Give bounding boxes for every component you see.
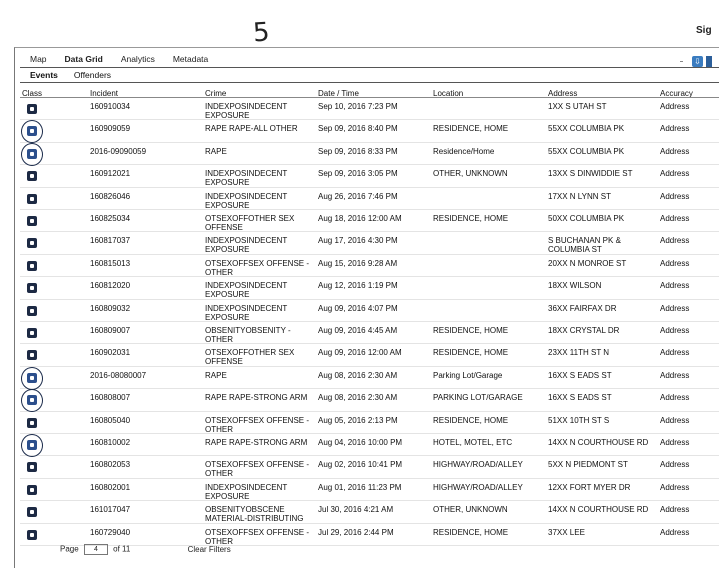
location-cell: OTHER, UNKNOWN — [433, 169, 508, 179]
address-cell: 37XX LEE — [548, 527, 585, 537]
handwritten-circle-mark — [21, 143, 43, 166]
class-icon[interactable] — [27, 238, 37, 248]
class-icon[interactable] — [27, 194, 37, 204]
col-header-location[interactable]: Location — [433, 89, 464, 98]
incident-cell: 160812020 — [90, 281, 131, 291]
main-tabs — [22, 53, 719, 67]
page-input[interactable]: 4 — [84, 544, 108, 555]
address-cell: S BUCHANAN PK & COLUMBIA ST — [548, 236, 621, 255]
table-row[interactable] — [20, 501, 719, 525]
table-row[interactable] — [20, 322, 719, 346]
settings-icon[interactable] — [706, 56, 712, 67]
class-icon[interactable] — [27, 530, 37, 540]
incident-cell: 160910034 — [90, 102, 131, 111]
date-cell: Aug 09, 2016 12:00 AM — [318, 348, 402, 358]
incident-cell: 160802001 — [90, 482, 131, 492]
incident-cell: 160912021 — [90, 169, 131, 179]
date-cell: Sep 09, 2016 8:33 PM — [318, 146, 398, 156]
crime-cell: INDEXPOSINDECENT EXPOSURE — [205, 169, 288, 188]
date-cell: Aug 09, 2016 4:45 AM — [318, 326, 398, 335]
incident-cell: 160817037 — [90, 236, 131, 246]
subtab-offenders[interactable]: Offenders — [73, 70, 112, 80]
address-cell: 50XX COLUMBIA PK — [548, 214, 625, 223]
corner-label: Sig — [696, 25, 712, 36]
date-cell: Jul 29, 2016 2:44 PM — [318, 527, 394, 537]
class-icon[interactable] — [27, 507, 37, 517]
class-icon[interactable] — [27, 350, 37, 360]
date-cell: Aug 04, 2016 10:00 PM — [318, 438, 403, 447]
table-row[interactable] — [20, 98, 719, 122]
crime-cell: RAPE — [205, 146, 227, 156]
location-cell: PARKING LOT/GARAGE — [433, 393, 523, 403]
accuracy-cell: Address — [660, 102, 690, 111]
location-cell: RESIDENCE, HOME — [433, 348, 509, 358]
date-cell: Sep 10, 2016 7:23 PM — [318, 102, 398, 111]
crime-cell: INDEXPOSINDECENT EXPOSURE — [205, 191, 288, 210]
date-cell: Aug 12, 2016 1:19 PM — [318, 281, 398, 291]
incident-cell: 160902031 — [90, 348, 131, 358]
date-cell: Sep 09, 2016 8:40 PM — [318, 124, 398, 134]
accuracy-cell: Address — [660, 191, 690, 201]
accuracy-cell: Address — [660, 370, 690, 380]
table-row[interactable] — [20, 367, 719, 391]
export-icon[interactable]: ⇩ — [692, 56, 703, 67]
crime-cell: OBSENITYOBSENITY - OTHER — [205, 326, 291, 344]
crime-cell: RAPE RAPE-STRONG ARM — [205, 438, 308, 447]
incident-cell: 160909059 — [90, 124, 131, 134]
date-cell: Aug 01, 2016 11:23 PM — [318, 482, 402, 492]
table-row[interactable] — [20, 456, 719, 480]
accuracy-cell: Address — [660, 438, 690, 447]
accuracy-cell: Address — [660, 482, 690, 492]
location-cell: RESIDENCE, HOME — [433, 527, 509, 537]
incident-cell: 160815013 — [90, 258, 131, 268]
address-cell: 36XX FAIRFAX DR — [548, 303, 617, 313]
location-cell: OTHER, UNKNOWN — [433, 505, 508, 515]
incident-cell: 160810002 — [90, 438, 131, 447]
location-cell: RESIDENCE, HOME — [433, 326, 509, 335]
accuracy-cell: Address — [660, 146, 690, 156]
incident-cell: 160825034 — [90, 214, 131, 223]
date-cell: Aug 05, 2016 2:13 PM — [318, 415, 398, 425]
crime-cell: INDEXPOSINDECENT EXPOSURE — [205, 482, 288, 501]
table-row[interactable] — [20, 412, 719, 436]
table-row[interactable] — [20, 277, 719, 301]
address-cell: 16XX S EADS ST — [548, 393, 612, 403]
incident-cell: 160826046 — [90, 191, 131, 201]
accuracy-cell: Address — [660, 348, 690, 358]
tab-map[interactable]: Map — [30, 54, 47, 64]
pager-label: Page — [60, 544, 79, 554]
class-icon[interactable] — [27, 462, 37, 472]
class-icon[interactable] — [27, 283, 37, 293]
date-cell: Aug 08, 2016 2:30 AM — [318, 393, 398, 403]
address-cell: 51XX 10TH ST S — [548, 415, 610, 425]
class-icon[interactable] — [27, 104, 37, 114]
subtab-divider — [20, 82, 719, 83]
accuracy-cell: Address — [660, 460, 690, 470]
table-row[interactable] — [20, 389, 719, 413]
table-row[interactable] — [20, 434, 719, 458]
tab-data-grid[interactable]: Data Grid — [64, 54, 103, 64]
date-cell: Aug 08, 2016 2:30 AM — [318, 370, 398, 380]
table-row[interactable] — [20, 210, 719, 234]
table-row[interactable] — [20, 188, 719, 212]
crime-cell: INDEXPOSINDECENT EXPOSURE — [205, 102, 288, 120]
address-cell: 20XX N MONROE ST — [548, 258, 627, 268]
incident-cell: 160805040 — [90, 415, 131, 425]
accuracy-cell: Address — [660, 214, 690, 223]
col-header-class[interactable]: Class — [22, 89, 43, 98]
pager-total: of 11 — [113, 544, 131, 554]
crime-cell: OTSEXOFFSEX OFFENSE - OTHER — [205, 527, 310, 546]
tab-divider — [20, 67, 719, 68]
table-row[interactable] — [20, 479, 719, 503]
crime-cell: OTSEXOFFOTHER SEX OFFENSE — [205, 214, 295, 232]
class-icon[interactable] — [27, 485, 37, 495]
incident-cell: 160729040 — [90, 527, 131, 537]
incident-cell: 160809007 — [90, 326, 131, 335]
accuracy-cell: Address — [660, 415, 690, 425]
address-cell: 5XX N PIEDMONT ST — [548, 460, 628, 470]
table-row[interactable] — [20, 344, 719, 368]
crime-cell: OTSEXOFFSEX OFFENSE - OTHER — [205, 460, 310, 479]
incident-cell: 160802053 — [90, 460, 131, 470]
location-cell: RESIDENCE, HOME — [433, 124, 509, 134]
address-cell: 18XX CRYSTAL DR — [548, 326, 620, 335]
date-cell: Jul 30, 2016 4:21 AM — [318, 505, 394, 515]
class-icon[interactable] — [27, 306, 37, 316]
table-row[interactable] — [20, 165, 719, 189]
subtab-events[interactable]: Events — [30, 70, 58, 80]
incident-cell: 160809032 — [90, 303, 131, 313]
address-cell: 13XX S DINWIDDIE ST — [548, 169, 633, 179]
class-icon[interactable] — [27, 171, 37, 181]
col-header-address[interactable]: Address — [548, 89, 578, 98]
date-cell: Aug 15, 2016 9:28 AM — [318, 258, 398, 268]
location-cell: Parking Lot/Garage — [433, 370, 503, 380]
crime-cell: INDEXPOSINDECENT EXPOSURE — [205, 303, 288, 322]
handwritten-circle-mark — [21, 434, 43, 457]
accuracy-cell: Address — [660, 505, 690, 515]
location-cell: RESIDENCE, HOME — [433, 415, 509, 425]
class-icon[interactable] — [27, 216, 37, 226]
accuracy-cell: Address — [660, 169, 690, 179]
class-icon[interactable] — [27, 261, 37, 271]
crime-cell: INDEXPOSINDECENT EXPOSURE — [205, 281, 288, 300]
date-cell: Aug 18, 2016 12:00 AM — [318, 214, 402, 223]
location-cell: HOTEL, MOTEL, ETC — [433, 438, 513, 447]
address-cell: 23XX 11TH ST N — [548, 348, 610, 358]
date-cell: Aug 26, 2016 7:46 PM — [318, 191, 398, 201]
address-cell: 17XX N LYNN ST — [548, 191, 611, 201]
address-cell: 14XX N COURTHOUSE RD — [548, 505, 649, 515]
address-cell: 18XX WILSON — [548, 281, 602, 291]
toolbar-separator — [680, 61, 683, 62]
handwritten-circle-mark — [21, 367, 43, 390]
accuracy-cell: Address — [660, 236, 690, 246]
crime-cell: RAPE — [205, 370, 227, 380]
accuracy-cell: Address — [660, 124, 690, 134]
col-header-date[interactable]: Date / Time — [318, 89, 359, 98]
sub-tabs — [24, 69, 121, 81]
address-cell: 16XX S EADS ST — [548, 370, 612, 380]
table-row[interactable] — [20, 120, 719, 144]
pager — [60, 544, 231, 555]
accuracy-cell: Address — [660, 527, 690, 537]
address-cell: 55XX COLUMBIA PK — [548, 124, 625, 134]
handwritten-page-number: 5 — [251, 17, 271, 49]
accuracy-cell: Address — [660, 303, 690, 313]
incident-cell: 2016-08080007 — [90, 370, 147, 380]
table-row[interactable] — [20, 232, 719, 256]
crime-cell: INDEXPOSINDECENT EXPOSURE — [205, 236, 288, 255]
accuracy-cell: Address — [660, 393, 690, 403]
location-cell: RESIDENCE, HOME — [433, 214, 509, 223]
location-cell: HIGHWAY/ROAD/ALLEY — [433, 482, 523, 492]
table-row[interactable] — [20, 300, 719, 324]
tab-analytics[interactable]: Analytics — [120, 54, 155, 64]
class-icon[interactable] — [27, 418, 37, 428]
accuracy-cell: Address — [660, 258, 690, 268]
accuracy-cell: Address — [660, 326, 690, 335]
incident-cell: 161017047 — [90, 505, 131, 515]
date-cell: Aug 17, 2016 4:30 PM — [318, 236, 398, 246]
col-header-crime[interactable]: Crime — [205, 89, 227, 98]
table-row[interactable] — [20, 143, 719, 167]
location-cell: HIGHWAY/ROAD/ALLEY — [433, 460, 523, 470]
crime-cell: OTSEXOFFOTHER SEX OFFENSE — [205, 348, 295, 367]
clear-filters-button[interactable]: Clear Filters — [187, 544, 231, 554]
crime-cell: OTSEXOFFSEX OFFENSE - OTHER — [205, 415, 310, 434]
table-row[interactable] — [20, 255, 719, 279]
col-header-incident[interactable]: Incident — [90, 89, 119, 98]
address-cell: 14XX N COURTHOUSE RD — [548, 438, 649, 447]
address-cell: 1XX S UTAH ST — [548, 102, 607, 111]
date-cell: Sep 09, 2016 3:05 PM — [318, 169, 398, 179]
crime-cell: OTSEXOFFSEX OFFENSE - OTHER — [205, 258, 310, 277]
incident-cell: 160808007 — [90, 393, 131, 403]
date-cell: Aug 09, 2016 4:07 PM — [318, 303, 398, 313]
date-cell: Aug 02, 2016 10:41 PM — [318, 460, 403, 470]
location-cell: Residence/Home — [433, 146, 495, 156]
class-icon[interactable] — [27, 328, 37, 338]
crime-cell: RAPE RAPE-ALL OTHER — [205, 124, 298, 134]
crime-cell: OBSENITYOBSCENE MATERIAL-DISTRIBUTING — [205, 505, 304, 524]
address-cell: 55XX COLUMBIA PK — [548, 146, 625, 156]
col-header-accuracy[interactable]: Accuracy — [660, 89, 693, 98]
crime-cell: RAPE RAPE-STRONG ARM — [205, 393, 308, 403]
accuracy-cell: Address — [660, 281, 690, 291]
tab-metadata[interactable]: Metadata — [172, 54, 209, 64]
address-cell: 12XX FORT MYER DR — [548, 482, 631, 492]
incident-cell: 2016-09090059 — [90, 146, 147, 156]
